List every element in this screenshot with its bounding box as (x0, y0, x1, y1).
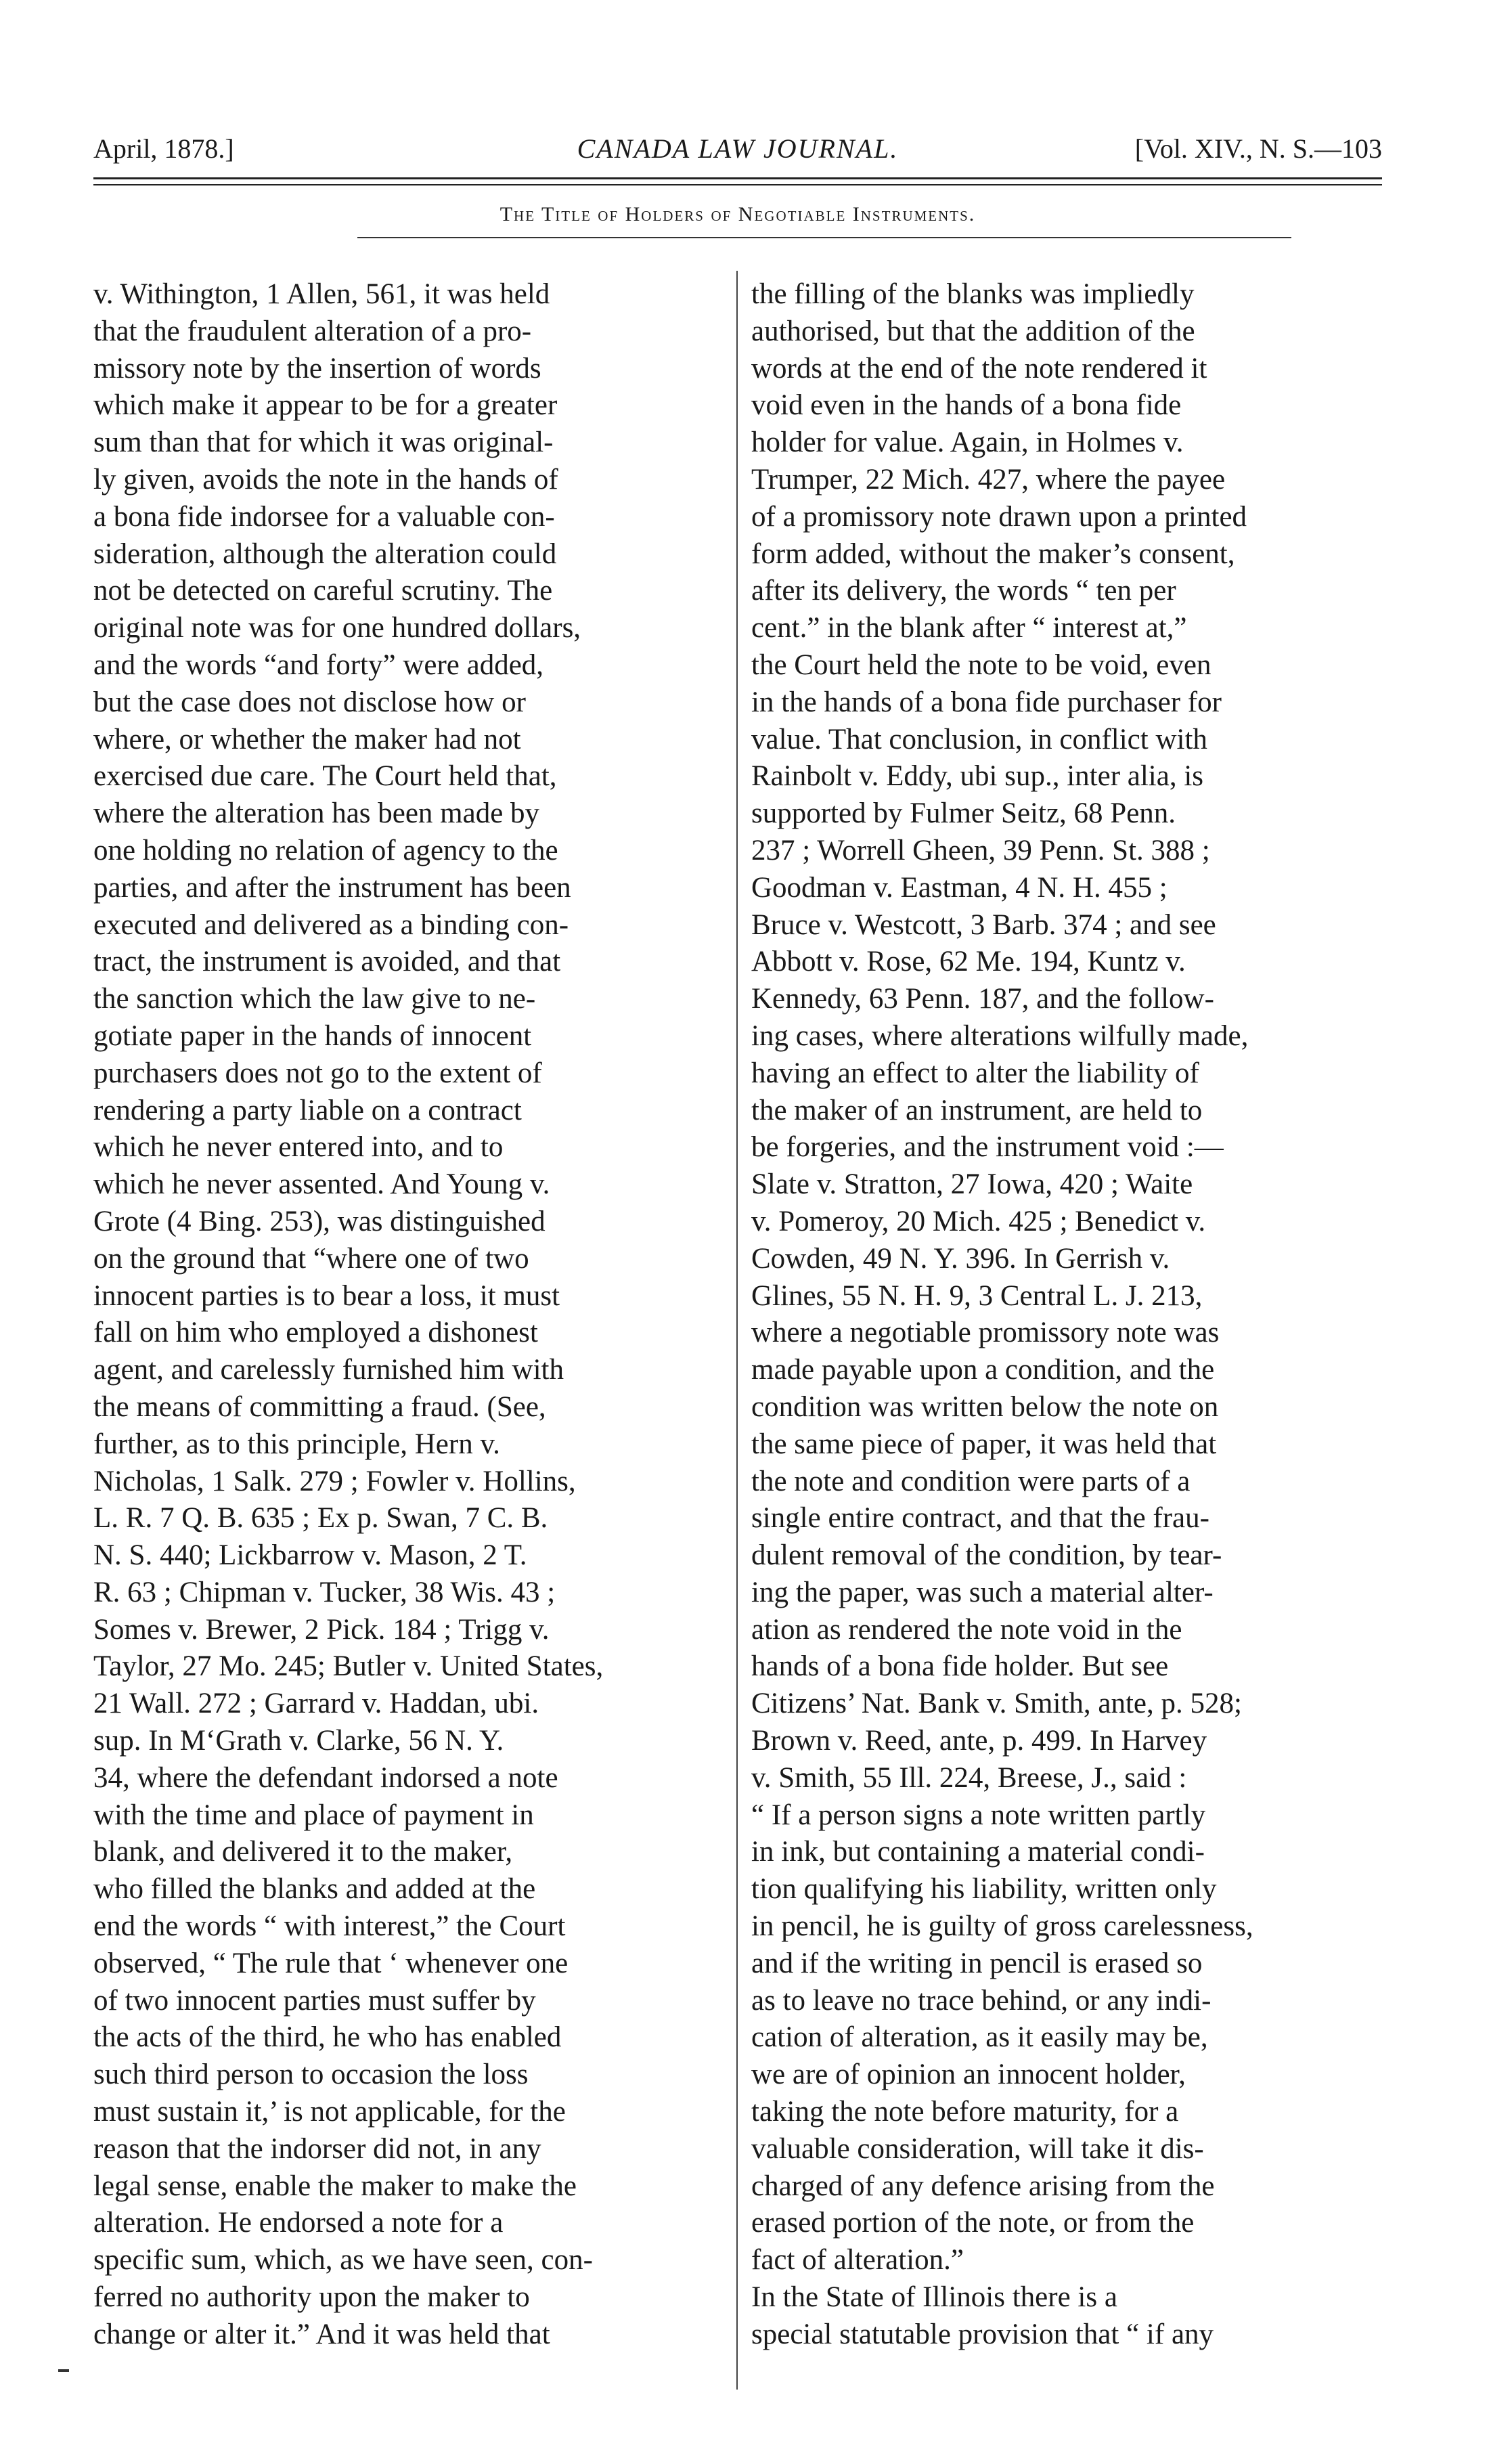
text-line: exercised due care. The Court held that, (93, 760, 557, 793)
text-line: which he never assented. And Young v. (93, 1168, 550, 1201)
text-line: specific sum, which, as we have seen, con- (93, 2244, 593, 2277)
text-line: sideration, although the alteration could (93, 537, 557, 570)
text-line: missory note by the insertion of words (93, 352, 541, 384)
text-line: authorised, but that the addition of the (751, 315, 1195, 347)
text-line: and if the writing in pencil is erased so (751, 1947, 1203, 1979)
text-line: made payable upon a condition, and the (751, 1354, 1215, 1386)
text-line: the acts of the third, he who has enabled (93, 2021, 562, 2054)
text-line: the same piece of paper, it was held that (751, 1428, 1217, 1460)
header-rule-top (93, 177, 1382, 179)
text-line: Grote (4 Bing. 253), was distinguished (93, 1205, 546, 1237)
text-line: Abbott v. Rose, 62 Me. 194, Kuntz v. (751, 946, 1186, 978)
text-line: tion qualifying his liability, written only (751, 1873, 1217, 1906)
text-line: parties, and after the instrument has been (93, 871, 571, 904)
header-date: April, 1878.] (93, 133, 234, 164)
text-line: having an effect to alter the liability of (751, 1057, 1199, 1089)
text-line: end the words “ with interest,” the Court (93, 1910, 566, 1943)
text-line: Cowden, 49 N. Y. 396. In Gerrish v. (751, 1242, 1170, 1275)
text-line: blank, and delivered it to the maker, (93, 1836, 513, 1868)
text-line: ferred no authority upon the maker to (93, 2281, 530, 2314)
text-line: after its delivery, the words “ ten per (751, 575, 1176, 607)
text-line: sup. In M‘Grath v. Clarke, 56 N. Y. (93, 1725, 504, 1757)
text-line: form added, without the maker’s consent, (751, 537, 1235, 570)
text-line: change or alter it.” And it was held that (93, 2318, 550, 2350)
text-line: where a negotiable promissory note was (751, 1317, 1220, 1349)
text-line: rendering a party liable on a contract (93, 1094, 522, 1126)
text-line: Nicholas, 1 Salk. 279 ; Fowler v. Hollins, (93, 1465, 576, 1497)
text-line: Kennedy, 63 Penn. 187, and the follow- (751, 983, 1214, 1015)
text-line: as to leave no trace behind, or any indi- (751, 1984, 1211, 2017)
text-line: and the words “and forty” were added, (93, 648, 544, 681)
text-line: of a promissory note drawn upon a printed (751, 500, 1247, 533)
text-line: agent, and carelessly furnished him with (93, 1354, 564, 1386)
text-line: where, or whether the maker had not (93, 723, 521, 755)
text-line: dulent removal of the condition, by tear- (751, 1539, 1222, 1572)
page-edge-mark (58, 2369, 69, 2372)
text-line: in the hands of a bona fide purchaser for (751, 686, 1222, 718)
text-line: original note was for one hundred dollars, (93, 612, 581, 644)
text-line: words at the end of the note rendered it (751, 352, 1207, 384)
text-line: Trumper, 22 Mich. 427, where the payee (751, 463, 1226, 496)
text-line: L. R. 7 Q. B. 635 ; Ex p. Swan, 7 C. B. (93, 1502, 548, 1535)
text-line: of two innocent parties must suffer by (93, 1984, 536, 2017)
text-line: ing cases, where alterations wilfully made, (751, 1019, 1249, 1052)
text-line: we are of opinion an innocent holder, (751, 2059, 1186, 2091)
left-text-column (93, 276, 716, 2354)
text-line: ing the paper, was such a material alter- (751, 1576, 1214, 1608)
text-line: ly given, avoids the note in the hands of (93, 463, 558, 496)
text-line: Brown v. Reed, ante, p. 499. In Harvey (751, 1725, 1207, 1757)
text-line: v. Pomeroy, 20 Mich. 425 ; Benedict v. (751, 1205, 1206, 1237)
text-line: but the case does not disclose how or (93, 686, 526, 718)
text-line: Somes v. Brewer, 2 Pick. 184 ; Trigg v. (93, 1613, 550, 1646)
text-line: legal sense, enable the maker to make the (93, 2170, 577, 2202)
text-line: cent.” in the blank after “ interest at,” (751, 612, 1187, 644)
text-line: 237 ; Worrell Gheen, 39 Penn. St. 388 ; (751, 834, 1210, 866)
text-line: 34, where the defendant indorsed a note (93, 1761, 558, 1794)
text-line: Bruce v. Westcott, 3 Barb. 374 ; and see (751, 908, 1216, 941)
text-line: such third person to occasion the loss (93, 2059, 529, 2091)
text-line: with the time and place of payment in (93, 1799, 534, 1831)
text-line: that the fraudulent alteration of a pro- (93, 315, 532, 347)
text-line: executed and delivered as a binding con- (93, 908, 569, 941)
text-line: Slate v. Stratton, 27 Iowa, 420 ; Waite (751, 1168, 1193, 1201)
text-line: tract, the instrument is avoided, and that (93, 946, 561, 978)
text-line: not be detected on careful scrutiny. The (93, 575, 553, 607)
text-line: sum than that for which it was original- (93, 426, 554, 459)
text-line: which he never entered into, and to (93, 1131, 504, 1164)
text-line: In the State of Illinois there is a (751, 2281, 1117, 2314)
text-line: single entire contract, and that the frau- (751, 1502, 1209, 1535)
text-line: hands of a bona fide holder. But see (751, 1650, 1169, 1683)
text-line: Glines, 55 N. H. 9, 3 Central L. J. 213, (751, 1279, 1203, 1312)
text-line: purchasers does not go to the extent of (93, 1057, 542, 1089)
text-line: observed, “ The rule that ‘ whenever one (93, 1947, 569, 1979)
text-line: in ink, but containing a material condi- (751, 1836, 1205, 1868)
text-line: alteration. He endorsed a note for a (93, 2207, 504, 2239)
text-line: 21 Wall. 272 ; Garrard v. Haddan, ubi. (93, 1688, 539, 1720)
text-line: void even in the hands of a bona fide (751, 389, 1182, 422)
text-line: R. 63 ; Chipman v. Tucker, 38 Wis. 43 ; (93, 1576, 556, 1608)
text-line: valuable consideration, will take it dis- (751, 2132, 1204, 2165)
text-line: the sanction which the law give to ne- (93, 983, 536, 1015)
text-line: Goodman v. Eastman, 4 N. H. 455 ; (751, 871, 1168, 904)
text-line: where the alteration has been made by (93, 797, 540, 830)
text-line: “ If a person signs a note written partly (751, 1799, 1206, 1831)
text-line: taking the note before maturity, for a (751, 2096, 1179, 2128)
text-line: the means of committing a fraud. (See, (93, 1390, 546, 1423)
text-line: Taylor, 27 Mo. 245; Butler v. United States, (93, 1650, 604, 1683)
text-line: ation as rendered the note void in the (751, 1613, 1182, 1646)
text-line: the filling of the blanks was impliedly (751, 278, 1195, 310)
text-line: the Court held the note to be void, even (751, 648, 1211, 681)
text-line: special statutable provision that “ if any (751, 2318, 1214, 2350)
text-line: who filled the blanks and added at the (93, 1873, 536, 1906)
text-line: Rainbolt v. Eddy, ubi sup., inter alia, is (751, 760, 1204, 793)
header-rule-bottom (93, 184, 1382, 185)
running-header (93, 133, 1382, 173)
text-line: supported by Fulmer Seitz, 68 Penn. (751, 797, 1176, 830)
text-line: on the ground that “where one of two (93, 1242, 529, 1275)
text-line: further, as to this principle, Hern v. (93, 1428, 500, 1460)
text-line: the note and condition were parts of a (751, 1465, 1191, 1497)
text-line: be forgeries, and the instrument void :— (751, 1131, 1224, 1164)
text-line: innocent parties is to bear a loss, it must (93, 1279, 560, 1312)
text-line: the maker of an instrument, are held to (751, 1094, 1203, 1126)
text-line: which make it appear to be for a greater (93, 389, 558, 422)
header-volume-page: [Vol. XIV., N. S.—103 (1134, 133, 1382, 164)
text-line: one holding no relation of agency to the (93, 834, 558, 866)
text-line: in pencil, he is guilty of gross carelessness, (751, 1910, 1253, 1943)
section-title-rule (357, 237, 1291, 238)
text-line: a bona fide indorsee for a valuable con- (93, 500, 555, 533)
text-line: fall on him who employed a dishonest (93, 1317, 538, 1349)
header-journal-title: CANADA LAW JOURNAL. (577, 133, 899, 164)
column-divider (736, 271, 738, 2390)
text-line: erased portion of the note, or from the (751, 2207, 1195, 2239)
text-line: Citizens’ Nat. Bank v. Smith, ante, p. 528; (751, 1688, 1242, 1720)
text-line: gotiate paper in the hands of innocent (93, 1019, 532, 1052)
text-line: v. Withington, 1 Allen, 561, it was held (93, 278, 550, 310)
section-title: The Title of Holders of Negotiable Instruments. (499, 203, 976, 225)
text-line: holder for value. Again, in Holmes v. (751, 426, 1184, 459)
text-line: must sustain it,’ is not applicable, for the (93, 2096, 566, 2128)
text-line: reason that the indorser did not, in any (93, 2132, 541, 2165)
text-line: charged of any defence arising from the (751, 2170, 1215, 2202)
text-line: cation of alteration, as it easily may be, (751, 2021, 1208, 2054)
text-line: value. That conclusion, in conflict with (751, 723, 1207, 755)
right-text-column (751, 276, 1374, 2354)
text-line: v. Smith, 55 Ill. 224, Breese, J., said : (751, 1761, 1187, 1794)
text-line: condition was written below the note on (751, 1390, 1219, 1423)
text-line: fact of alteration.” (751, 2244, 964, 2277)
text-line: N. S. 440; Lickbarrow v. Mason, 2 T. (93, 1539, 527, 1572)
